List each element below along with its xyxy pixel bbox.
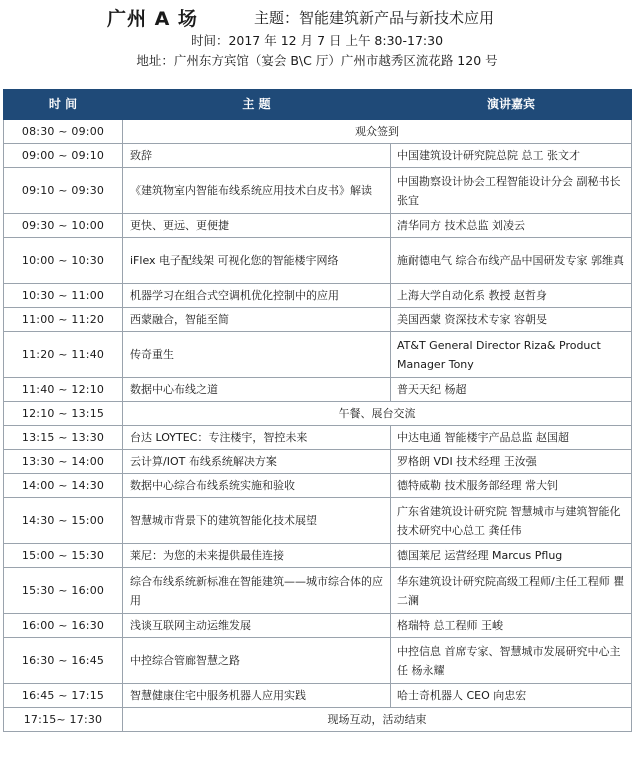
table-row (4, 614, 632, 638)
topic-cell: 数据中心布线之道 (123, 378, 391, 402)
table-row (4, 168, 632, 214)
table-row (4, 544, 632, 568)
time-cell: 16:45 ~ 17:15 (4, 684, 123, 708)
speaker-cell: 华东建筑设计研究院高级工程师/主任工程师 瞿二澜 (391, 568, 632, 614)
topic-cell: 中控综合管廊智慧之路 (123, 638, 391, 684)
time-cell: 15:30 ~ 16:00 (4, 568, 123, 614)
speaker-cell: 施耐德电气 综合布线产品中国研发专家 郭维真 (391, 238, 632, 284)
time-cell: 10:00 ~ 10:30 (4, 238, 123, 284)
speaker-cell: 罗格朗 VDI 技术经理 王汝强 (391, 450, 632, 474)
speaker-cell: 哈士奇机器人 CEO 向忠宏 (391, 684, 632, 708)
venue-title: 广州 A 场 (107, 8, 198, 30)
header-time: 时 间 (4, 90, 123, 120)
table-row (4, 378, 632, 402)
header-topic: 主 题 (123, 90, 391, 120)
table-row (4, 214, 632, 238)
speaker-cell: 广东省建筑设计研究院 智慧城市与建筑智能化技术研究中心总工 龚任伟 (391, 498, 632, 544)
table-row (4, 498, 632, 544)
topic-cell: 莱尼：为您的未来提供最佳连接 (123, 544, 391, 568)
topic-cell: 数据中心综合布线系统实施和验收 (123, 474, 391, 498)
time-cell: 14:00 ~ 14:30 (4, 474, 123, 498)
topic-cell: 云计算/IOT 布线系统解决方案 (123, 450, 391, 474)
table-row (4, 238, 632, 284)
header-speaker: 演讲嘉宾 (391, 90, 632, 120)
speaker-cell: 格瑞特 总工程师 王峻 (391, 614, 632, 638)
time-cell: 09:00 ~ 09:10 (4, 144, 123, 168)
topic-cell: 西蒙融合，智能至简 (123, 308, 391, 332)
event-cell: 观众签到 (123, 120, 632, 144)
table-row (4, 402, 632, 426)
speaker-cell: 中达电通 智能楼宇产品总监 赵国超 (391, 426, 632, 450)
event-address: 地址：广州东方宾馆（宴会 B\C 厅）广州市越秀区流花路 120 号 (136, 53, 498, 68)
theme-title: 主题：智能建筑新产品与新技术应用 (254, 9, 495, 27)
table-row (4, 638, 632, 684)
speaker-cell: 美国西蒙 资深技术专家 容朝旻 (391, 308, 632, 332)
speaker-cell: 普天天纪 杨超 (391, 378, 632, 402)
topic-cell: 传奇重生 (123, 332, 391, 378)
topic-cell: 浅谈互联网主动运维发展 (123, 614, 391, 638)
speaker-cell: 清华同方 技术总监 刘凌云 (391, 214, 632, 238)
time-cell: 10:30 ~ 11:00 (4, 284, 123, 308)
speaker-cell: 德特威勒 技术服务部经理 常大钊 (391, 474, 632, 498)
speaker-cell: 中国建筑设计研究院总院 总工 张文才 (391, 144, 632, 168)
table-row (4, 144, 632, 168)
time-cell: 11:20 ~ 11:40 (4, 332, 123, 378)
time-cell: 13:30 ~ 14:00 (4, 450, 123, 474)
time-cell: 16:30 ~ 16:45 (4, 638, 123, 684)
speaker-cell: AT&T General Director Riza& Product Manager Tony (391, 332, 632, 378)
time-cell: 09:30 ~ 10:00 (4, 214, 123, 238)
time-cell: 16:00 ~ 16:30 (4, 614, 123, 638)
table-row (4, 684, 632, 708)
time-cell: 11:40 ~ 12:10 (4, 378, 123, 402)
table-row (4, 474, 632, 498)
speaker-cell: 中控信息 首席专家、智慧城市发展研究中心主任 杨永耀 (391, 638, 632, 684)
speaker-cell: 上海大学自动化系 教授 赵哲身 (391, 284, 632, 308)
speaker-cell: 德国莱尼 运营经理 Marcus Pflug (391, 544, 632, 568)
table-row (4, 332, 632, 378)
time-cell: 08:30 ~ 09:00 (4, 120, 123, 144)
table-row (4, 120, 632, 144)
topic-cell: 《建筑物室内智能布线系统应用技术白皮书》解读 (123, 168, 391, 214)
time-cell: 12:10 ~ 13:15 (4, 402, 123, 426)
time-cell: 13:15 ~ 13:30 (4, 426, 123, 450)
time-cell: 09:10 ~ 09:30 (4, 168, 123, 214)
event-time: 时间：2017 年 12 月 7 日 上午 8:30-17:30 (190, 33, 444, 48)
topic-cell: 智慧城市背景下的建筑智能化技术展望 (123, 498, 391, 544)
speaker-cell: 中国勘察设计协会工程智能设计分会 副秘书长 张宜 (391, 168, 632, 214)
table-row (4, 708, 632, 732)
topic-cell: 台达 LOYTEC：专注楼宇，智控未来 (123, 426, 391, 450)
topic-cell: 智慧健康住宅中服务机器人应用实践 (123, 684, 391, 708)
time-cell: 15:00 ~ 15:30 (4, 544, 123, 568)
event-cell: 现场互动，活动结束 (123, 708, 632, 732)
time-cell: 14:30 ~ 15:00 (4, 498, 123, 544)
topic-cell: 综合布线系统新标准在智能建筑——城市综合体的应用 (123, 568, 391, 614)
topic-cell: 致辞 (123, 144, 391, 168)
table-row (4, 568, 632, 614)
table-row (4, 426, 632, 450)
topic-cell: 更快、更远、更便捷 (123, 214, 391, 238)
table-row (4, 284, 632, 308)
time-cell: 11:00 ~ 11:20 (4, 308, 123, 332)
topic-cell: iFlex 电子配线架 可视化您的智能楼宇网络 (123, 238, 391, 284)
table-header-row (4, 90, 632, 120)
topic-cell: 机器学习在组合式空调机优化控制中的应用 (123, 284, 391, 308)
agenda-table (3, 89, 632, 732)
event-cell: 午餐、展台交流 (123, 402, 632, 426)
table-row (4, 308, 632, 332)
time-cell: 17:15~ 17:30 (4, 708, 123, 732)
table-row (4, 450, 632, 474)
